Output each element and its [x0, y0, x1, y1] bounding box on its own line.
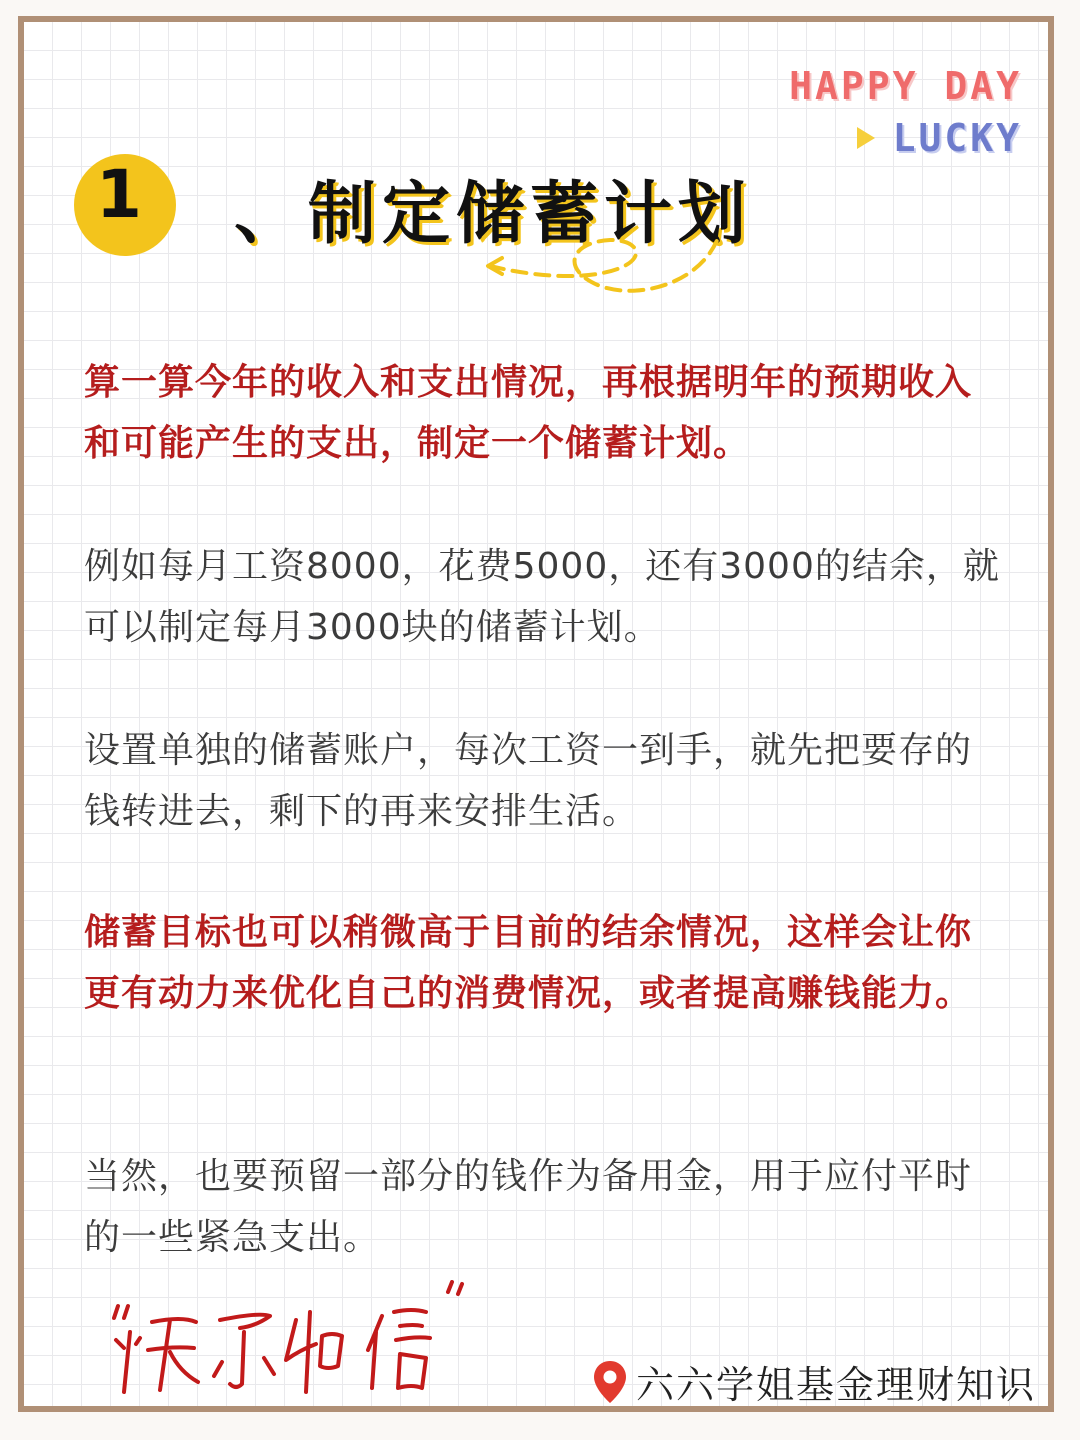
paragraph-2: 例如每月工资8000，花费5000，还有3000的结余，就可以制定每月3000块的储蓄计划。	[84, 546, 1000, 648]
dashed-swirl-arrow-icon	[480, 228, 730, 308]
paragraph-5: 当然，也要预留一部分的钱作为备用金，用于应付平时的一些紧急支出。	[84, 1156, 973, 1258]
location-pin-icon	[592, 1359, 628, 1405]
heading-number: 1	[96, 156, 142, 233]
paragraph-3: 设置单独的储蓄账户，每次工资一到手，就先把要存的钱转进去，剩下的再来安排生活。	[84, 730, 973, 832]
lucky-tag-row	[857, 116, 1022, 160]
author-footer	[592, 1354, 1036, 1409]
happy-day-tag: HAPPY DAY	[789, 64, 1022, 108]
play-arrow-icon	[857, 127, 875, 149]
author-name: 六六学姐基金理财知识	[635, 1363, 1036, 1407]
paragraph-1: 算一算今年的收入和支出情况，再根据明年的预期收入和可能产生的支出，制定一个储蓄计划。	[84, 362, 973, 464]
paragraph-4: 储蓄目标也可以稍微高于目前的结余情况，这样会让你更有动力来优化自己的消费情况，或者提高赚钱能力。	[84, 912, 973, 1014]
handwritten-signature	[100, 1280, 480, 1410]
heading-title: 、制定储蓄计划	[234, 175, 753, 254]
lucky-tag: LUCKY	[892, 116, 1022, 160]
